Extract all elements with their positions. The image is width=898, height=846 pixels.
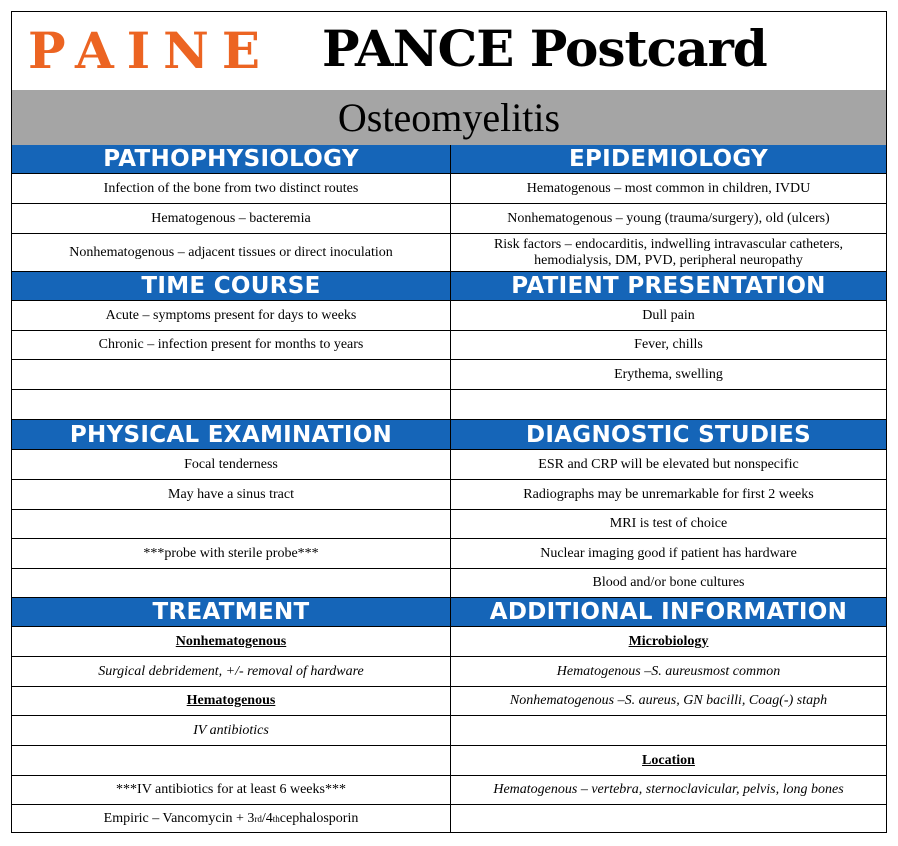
cell: Chronic – infection present for months to years	[12, 331, 451, 359]
cell: Hematogenous – bacteremia	[12, 204, 451, 233]
text-fragment: most common	[702, 663, 781, 679]
subheading-microbiology: Microbiology	[628, 633, 709, 649]
section-header-row	[12, 420, 886, 450]
cell: Nonhematogenous – young (trauma/surgery), old (ulcers)	[507, 210, 830, 226]
topic-title: Osteomyelitis	[337, 95, 561, 140]
section-header-row	[12, 145, 886, 174]
cell	[12, 746, 451, 775]
table-row	[12, 510, 886, 539]
table-row	[12, 716, 886, 746]
cell: Erythema, swelling	[614, 366, 723, 382]
table-row	[12, 776, 886, 805]
table-row	[12, 687, 886, 716]
cell	[451, 746, 886, 775]
cell: ***IV antibiotics for at least 6 weeks***	[12, 776, 451, 804]
text-fragment: /4	[261, 811, 273, 826]
cell	[451, 716, 886, 745]
cell	[12, 627, 451, 656]
postcard	[11, 11, 887, 833]
product-title: PANCE Postcard	[322, 19, 767, 78]
table-row	[12, 746, 886, 776]
cell: Radiographs may be unremarkable for first 2 weeks	[523, 486, 814, 502]
cell	[451, 657, 886, 686]
table-row	[12, 627, 886, 657]
table-row	[12, 569, 886, 598]
cell: Nonhematogenous – adjacent tissues or direct inoculation	[12, 234, 451, 271]
table-row	[12, 301, 886, 331]
cell: MRI is test of choice	[609, 516, 728, 531]
cell: Fever, chills	[634, 337, 703, 352]
cell	[12, 569, 451, 597]
section-header-row	[12, 598, 886, 627]
table-row	[12, 450, 886, 480]
cell: IV antibiotics	[12, 716, 451, 745]
cell	[451, 390, 886, 419]
text-fragment: Empiric – Vancomycin + 3	[103, 811, 255, 826]
cell	[12, 687, 451, 715]
text-fragment: S. aureus	[651, 663, 703, 679]
text-fragment: th	[272, 814, 280, 824]
cell: Acute – symptoms present for days to weeks	[12, 301, 451, 330]
cell: ESR and CRP will be elevated but nonspecific	[538, 456, 799, 472]
table-row	[12, 390, 886, 420]
cell	[451, 687, 886, 715]
table-row	[12, 204, 886, 234]
table-row	[12, 360, 886, 390]
cell: Surgical debridement, +/- removal of hardware	[12, 657, 451, 686]
section-header-physical-examination: PHYSICAL EXAMINATION	[12, 420, 451, 449]
cell: Blood and/or bone cultures	[592, 575, 745, 590]
cell	[12, 510, 451, 538]
cell: Nuclear imaging good if patient has hardware	[540, 545, 797, 561]
cell	[12, 390, 451, 419]
section-header-treatment: TREATMENT	[12, 598, 451, 626]
text-fragment: rd	[254, 814, 262, 824]
section-header-diagnostic-studies: DIAGNOSTIC STUDIES	[451, 420, 886, 449]
subheading-hematogenous: Hematogenous	[186, 693, 276, 708]
section-header-pathophysiology: PATHOPHYSIOLOGY	[12, 145, 451, 173]
cell	[12, 805, 451, 833]
cell: Hematogenous – most common in children, IVDU	[526, 180, 811, 196]
table-row	[12, 174, 886, 204]
text-fragment: Hematogenous –	[556, 663, 652, 679]
cell	[12, 360, 451, 389]
cell: Hematogenous – vertebra, sternoclavicular, pelvis, long bones	[493, 782, 844, 797]
cell	[451, 627, 886, 656]
cell: Focal tenderness	[12, 450, 451, 479]
table-row	[12, 480, 886, 510]
section-header-time-course: TIME COURSE	[12, 272, 451, 300]
topic-heading	[12, 90, 886, 146]
section-header-epidemiology: EPIDEMIOLOGY	[451, 145, 886, 173]
cell: May have a sinus tract	[12, 480, 451, 509]
section-header-additional-information: ADDITIONAL INFORMATION	[451, 598, 886, 626]
text-fragment: S. aureus	[624, 693, 677, 708]
cell: Infection of the bone from two distinct routes	[12, 174, 451, 203]
text-fragment: , GN bacilli, Coag(-) staph	[676, 693, 828, 708]
cell	[451, 805, 886, 833]
text-fragment: Nonhematogenous –	[509, 693, 625, 708]
subheading-nonhematogenous: Nonhematogenous	[175, 633, 287, 649]
table-row	[12, 539, 886, 569]
table-row	[12, 805, 886, 833]
title-banner	[12, 12, 886, 91]
section-header-row	[12, 272, 886, 301]
cell: Risk factors – endocarditis, indwelling intravascular catheters, hemodialysis, DM, PVD, peripheral neuropathy	[493, 236, 844, 268]
table-row	[12, 234, 886, 272]
cell: ***probe with sterile probe***	[12, 539, 451, 568]
table-row	[12, 331, 886, 360]
section-header-patient-presentation: PATIENT PRESENTATION	[451, 272, 886, 300]
brand-title: PAINE	[28, 21, 273, 80]
subheading-location: Location	[642, 752, 695, 768]
text-fragment: cephalosporin	[279, 811, 359, 826]
cell: Dull pain	[642, 307, 695, 323]
table-row	[12, 657, 886, 687]
